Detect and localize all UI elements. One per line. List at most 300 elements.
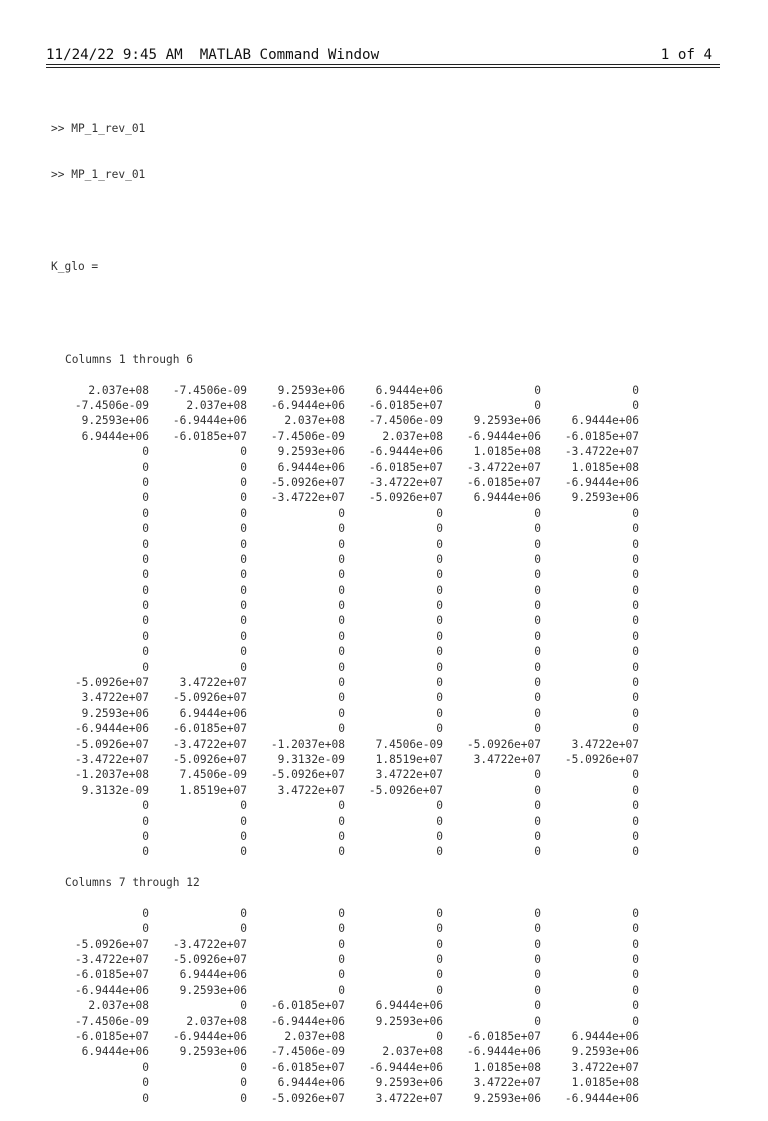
matrix-cell: 0	[338, 583, 345, 597]
matrix-cell: 0	[632, 1014, 639, 1028]
matrix-cell: 0	[338, 506, 345, 520]
matrix-row	[51, 906, 639, 921]
matrix-cell: -5.0926e+07	[270, 1091, 345, 1105]
matrix-cell: 0	[142, 445, 149, 459]
matrix-cell: 0	[338, 922, 345, 936]
blank-line	[51, 860, 639, 875]
matrix-row	[51, 644, 639, 659]
command-output	[51, 90, 639, 1121]
header-rule-secondary	[46, 67, 720, 68]
matrix-cell: -1.2037e+08	[74, 768, 149, 782]
matrix-cell: 0	[534, 645, 541, 659]
matrix-cell: -5.0926e+07	[270, 475, 345, 489]
matrix-cell: 0	[338, 722, 345, 736]
matrix-cell: 0	[142, 645, 149, 659]
page-number: 1 of 4	[660, 47, 712, 63]
matrix-cell: 0	[436, 552, 443, 566]
matrix-cell: 9.2593e+06	[571, 1045, 639, 1059]
matrix-row	[51, 937, 639, 952]
matrix-cell: 0	[240, 1076, 247, 1090]
matrix-cell: 6.9444e+06	[571, 414, 639, 428]
matrix-blocks	[51, 352, 639, 1106]
matrix-cell: 0	[436, 953, 443, 967]
matrix-cell: -6.0185e+07	[368, 460, 443, 474]
matrix-cell: 9.2593e+06	[179, 1045, 247, 1059]
matrix-cell: 0	[240, 522, 247, 536]
matrix-cell: 3.4722e+07	[473, 1076, 541, 1090]
matrix-cell: -6.0185e+07	[270, 1060, 345, 1074]
matrix-cell: 0	[632, 506, 639, 520]
matrix-cell: 0	[240, 629, 247, 643]
matrix-cell: 0	[632, 829, 639, 843]
matrix-cell: -6.0185e+07	[564, 429, 639, 443]
matrix-cell: 7.4506e-09	[179, 768, 247, 782]
matrix-cell: 0	[338, 829, 345, 843]
matrix-cell: 0	[338, 676, 345, 690]
matrix-cell: 0	[240, 583, 247, 597]
matrix-cell: 0	[632, 660, 639, 674]
matrix-cell: 0	[632, 953, 639, 967]
matrix-cell: 0	[338, 953, 345, 967]
matrix-cell: 0	[534, 814, 541, 828]
matrix-cell: 0	[338, 691, 345, 705]
matrix-cell: 0	[534, 583, 541, 597]
matrix-cell: 0	[632, 983, 639, 997]
matrix-cell: 0	[534, 845, 541, 859]
matrix-cell: 6.9444e+06	[571, 1030, 639, 1044]
matrix-cell: 0	[632, 383, 639, 397]
matrix-cell: 0	[534, 399, 541, 412]
matrix-cell: 0	[632, 676, 639, 690]
matrix-cell: 0	[534, 968, 541, 982]
matrix-cell: 0	[534, 552, 541, 566]
matrix-cell: -6.9444e+06	[270, 1014, 345, 1028]
matrix-row	[51, 429, 639, 444]
matrix-cell: 9.3132e-09	[277, 752, 345, 766]
matrix-cell: 0	[436, 722, 443, 736]
matrix-cell: 0	[436, 799, 443, 813]
matrix-cell: 0	[142, 1060, 149, 1074]
matrix-cell: -3.4722e+07	[466, 460, 541, 474]
matrix-cell: 0	[338, 814, 345, 828]
matrix-cell: 0	[240, 1060, 247, 1074]
matrix-cell: 3.4722e+07	[571, 737, 639, 751]
matrix-cell: 0	[534, 599, 541, 613]
matrix-cell: 0	[436, 660, 443, 674]
command-line: >> MP_1_rev_01	[51, 121, 146, 135]
matrix-cell: 0	[240, 999, 247, 1013]
columns-heading: Columns 1 through 6	[65, 352, 193, 366]
matrix-cell: 1.0185e+08	[571, 1076, 639, 1090]
matrix-cell: 0	[436, 645, 443, 659]
matrix-cell: 0	[142, 491, 149, 505]
matrix-cell: 0	[534, 506, 541, 520]
matrix-cell: 0	[240, 552, 247, 566]
matrix-cell: 0	[534, 783, 541, 797]
matrix-cell: -5.0926e+07	[172, 752, 247, 766]
window-title: MATLAB Command Window	[199, 47, 380, 63]
matrix-cell: -6.9444e+06	[466, 1045, 541, 1059]
matrix-cell: -7.4506e-09	[74, 399, 149, 412]
matrix-row	[51, 1091, 639, 1106]
header-left	[46, 46, 379, 64]
print-datetime: 11/24/22 9:45 AM	[46, 47, 183, 63]
matrix-row	[51, 490, 639, 505]
matrix-cell: 0	[436, 568, 443, 582]
matrix-cell: 0	[338, 845, 345, 859]
matrix-cell: 0	[240, 475, 247, 489]
matrix-cell: -6.9444e+06	[564, 1091, 639, 1105]
matrix-cell: 0	[240, 814, 247, 828]
matrix-cell: 0	[338, 614, 345, 628]
matrix-cell: 3.4722e+07	[81, 691, 149, 705]
matrix-row	[51, 398, 639, 413]
matrix-cell: 0	[534, 629, 541, 643]
matrix-cell: 0	[240, 568, 247, 582]
matrix-cell: 0	[534, 906, 541, 920]
matrix-cell: 0	[436, 968, 443, 982]
matrix-cell: 0	[632, 922, 639, 936]
matrix-cell: 0	[142, 475, 149, 489]
matrix-row	[51, 1044, 639, 1059]
matrix-row	[51, 537, 639, 552]
matrix-cell: -5.0926e+07	[270, 768, 345, 782]
matrix-cell: 0	[142, 537, 149, 551]
matrix-cell: 0	[142, 522, 149, 536]
matrix-cell: 9.2593e+06	[375, 1014, 443, 1028]
matrix-cell: 6.9444e+06	[375, 383, 443, 397]
matrix-row	[51, 1014, 639, 1029]
matrix-cell: 0	[338, 599, 345, 613]
matrix-cell: 0	[240, 829, 247, 843]
matrix-cell: 0	[632, 906, 639, 920]
matrix-cell: 9.2593e+06	[473, 1091, 541, 1105]
matrix-cell: 0	[240, 922, 247, 936]
matrix-cell: -6.9444e+06	[368, 445, 443, 459]
matrix-cell: 2.037e+08	[186, 1014, 247, 1028]
matrix-cell: 0	[142, 660, 149, 674]
matrix-cell: 2.037e+08	[284, 1030, 345, 1044]
matrix-cell: -5.0926e+07	[564, 752, 639, 766]
matrix-row	[51, 921, 639, 936]
matrix-cell: 0	[436, 537, 443, 551]
matrix-cell: -1.2037e+08	[270, 737, 345, 751]
matrix-cell: 0	[534, 799, 541, 813]
columns-heading: Columns 7 through 12	[65, 876, 200, 890]
matrix-cell: -6.9444e+06	[172, 414, 247, 428]
matrix-cell: 6.9444e+06	[277, 1076, 345, 1090]
matrix-cell: -6.0185e+07	[466, 1030, 541, 1044]
matrix-cell: -3.4722e+07	[74, 953, 149, 967]
matrix-cell: 0	[338, 629, 345, 643]
variable-label: K_glo =	[51, 260, 99, 274]
matrix-cell: 2.037e+08	[88, 999, 149, 1013]
matrix-cell: 0	[142, 1091, 149, 1105]
blank-line	[51, 891, 639, 906]
matrix-cell: 9.2593e+06	[277, 383, 345, 397]
matrix-cell: 0	[142, 845, 149, 859]
matrix-cell: 6.9444e+06	[473, 491, 541, 505]
matrix-cell: 0	[240, 799, 247, 813]
matrix-cell: 0	[436, 583, 443, 597]
matrix-cell: 9.2593e+06	[81, 706, 149, 720]
matrix-cell: -6.0185e+07	[74, 968, 149, 982]
matrix-cell: -6.0185e+07	[172, 722, 247, 736]
matrix-cell: 6.9444e+06	[81, 1045, 149, 1059]
matrix-cell: -6.9444e+06	[368, 1060, 443, 1074]
matrix-row	[51, 583, 639, 598]
matrix-row	[51, 983, 639, 998]
matrix-cell: -6.9444e+06	[466, 429, 541, 443]
matrix-cell: 0	[240, 506, 247, 520]
matrix-row	[51, 752, 639, 767]
matrix-cell: 0	[632, 768, 639, 782]
matrix-cell: 0	[632, 399, 639, 412]
matrix-cell: 0	[632, 614, 639, 628]
matrix-cell: 0	[240, 660, 247, 674]
matrix-cell: 0	[338, 537, 345, 551]
matrix-cell: 0	[240, 537, 247, 551]
matrix-row	[51, 967, 639, 982]
blank-line	[51, 213, 639, 228]
matrix-row	[51, 460, 639, 475]
matrix-cell: -5.0926e+07	[368, 491, 443, 505]
command-line: >> MP_1_rev_01	[51, 168, 146, 182]
matrix-row	[51, 1029, 639, 1044]
matrix-cell: 6.9444e+06	[179, 706, 247, 720]
matrix-cell: -7.4506e-09	[172, 383, 247, 397]
matrix-cell: -6.9444e+06	[172, 1030, 247, 1044]
matrix-cell: -7.4506e-09	[368, 414, 443, 428]
matrix-row	[51, 952, 639, 967]
matrix-cell: -3.4722e+07	[270, 491, 345, 505]
matrix-cell: 3.4722e+07	[473, 752, 541, 766]
matrix-cell: 0	[142, 506, 149, 520]
matrix-cell: 0	[436, 922, 443, 936]
matrix-cell: 0	[534, 614, 541, 628]
matrix-cell: 0	[534, 829, 541, 843]
matrix-cell: 0	[632, 799, 639, 813]
blank-line	[51, 306, 639, 321]
matrix-cell: 0	[632, 583, 639, 597]
matrix-cell: -6.9444e+06	[74, 983, 149, 997]
matrix-cell: 6.9444e+06	[179, 968, 247, 982]
matrix-cell: 0	[632, 783, 639, 797]
matrix-cell: 0	[240, 1091, 247, 1105]
matrix-cell: 0	[632, 691, 639, 705]
matrix-cell: -5.0926e+07	[74, 937, 149, 951]
matrix-row	[51, 798, 639, 813]
matrix-row	[51, 506, 639, 521]
matrix-cell: -6.9444e+06	[564, 475, 639, 489]
matrix-cell: 0	[632, 937, 639, 951]
matrix-cell: -5.0926e+07	[74, 737, 149, 751]
matrix-cell: 0	[632, 522, 639, 536]
matrix-cell: 9.2593e+06	[179, 983, 247, 997]
matrix-cell: 9.2593e+06	[571, 491, 639, 505]
matrix-cell: 0	[632, 722, 639, 736]
matrix-cell: 0	[142, 906, 149, 920]
matrix-cell: 0	[338, 706, 345, 720]
matrix-cell: 9.2593e+06	[473, 414, 541, 428]
matrix-cell: 0	[534, 660, 541, 674]
matrix-cell: 0	[632, 629, 639, 643]
matrix-cell: 9.3132e-09	[81, 783, 149, 797]
matrix-cell: 0	[534, 768, 541, 782]
matrix-cell: -3.4722e+07	[74, 752, 149, 766]
matrix-cell: 0	[142, 599, 149, 613]
blank-line	[51, 367, 639, 382]
matrix-cell: 9.2593e+06	[375, 1076, 443, 1090]
matrix-row	[51, 1075, 639, 1090]
matrix-row	[51, 721, 639, 736]
matrix-cell: 6.9444e+06	[277, 460, 345, 474]
matrix-cell: 0	[338, 568, 345, 582]
matrix-cell: 2.037e+08	[382, 429, 443, 443]
matrix-row	[51, 383, 639, 398]
matrix-cell: 0	[436, 845, 443, 859]
matrix-cell: 2.037e+08	[88, 383, 149, 397]
matrix-cell: -6.9444e+06	[74, 722, 149, 736]
matrix-cell: 0	[534, 537, 541, 551]
matrix-cell: 0	[142, 460, 149, 474]
matrix-cell: -6.0185e+07	[466, 475, 541, 489]
matrix-cell: 0	[240, 445, 247, 459]
matrix-cell: 0	[534, 691, 541, 705]
matrix-cell: 0	[338, 983, 345, 997]
matrix-cell: 6.9444e+06	[81, 429, 149, 443]
matrix-cell: 0	[436, 506, 443, 520]
matrix-cell: 0	[632, 999, 639, 1013]
matrix-cell: 3.4722e+07	[375, 768, 443, 782]
matrix-row	[51, 521, 639, 536]
matrix-cell: 9.2593e+06	[81, 414, 149, 428]
matrix-cell: 0	[240, 906, 247, 920]
matrix-cell: 3.4722e+07	[571, 1060, 639, 1074]
matrix-row	[51, 767, 639, 782]
matrix-cell: 0	[142, 1076, 149, 1090]
matrix-cell: 0	[240, 491, 247, 505]
matrix-cell: 0	[436, 937, 443, 951]
matrix-cell: 3.4722e+07	[277, 783, 345, 797]
matrix-cell: 0	[632, 568, 639, 582]
matrix-cell: 0	[632, 845, 639, 859]
matrix-cell: -6.0185e+07	[270, 999, 345, 1013]
matrix-cell: -3.4722e+07	[564, 445, 639, 459]
matrix-cell: -6.0185e+07	[74, 1030, 149, 1044]
matrix-row	[51, 675, 639, 690]
matrix-row	[51, 660, 639, 675]
matrix-cell: 0	[632, 599, 639, 613]
matrix-cell: 0	[436, 691, 443, 705]
matrix-row	[51, 690, 639, 705]
matrix-cell: 0	[240, 599, 247, 613]
matrix-cell: -3.4722e+07	[172, 737, 247, 751]
matrix-cell: 0	[240, 460, 247, 474]
matrix-cell: 0	[534, 676, 541, 690]
matrix-cell: 1.8519e+07	[179, 783, 247, 797]
matrix-cell: 0	[240, 645, 247, 659]
matrix-cell: 0	[142, 568, 149, 582]
matrix-cell: 3.4722e+07	[375, 1091, 443, 1105]
matrix-row	[51, 567, 639, 582]
matrix-cell: -5.0926e+07	[466, 737, 541, 751]
matrix-row	[51, 475, 639, 490]
matrix-cell: 0	[534, 922, 541, 936]
matrix-cell: 0	[534, 383, 541, 397]
matrix-cell: -6.0185e+07	[368, 399, 443, 412]
matrix-cell: 0	[436, 906, 443, 920]
matrix-cell: 0	[436, 829, 443, 843]
matrix-cell: 0	[436, 983, 443, 997]
matrix-row	[51, 844, 639, 859]
matrix-cell: 0	[436, 814, 443, 828]
matrix-row	[51, 444, 639, 459]
matrix-cell: 0	[142, 799, 149, 813]
matrix-cell: 0	[436, 1030, 443, 1044]
matrix-cell: 0	[436, 614, 443, 628]
matrix-cell: 0	[436, 706, 443, 720]
matrix-cell: 0	[142, 829, 149, 843]
matrix-cell: -5.0926e+07	[172, 953, 247, 967]
matrix-cell: -6.9444e+06	[270, 399, 345, 412]
matrix-cell: 0	[338, 799, 345, 813]
matrix-cell: -5.0926e+07	[74, 676, 149, 690]
matrix-row	[51, 613, 639, 628]
matrix-row	[51, 814, 639, 829]
matrix-cell: 0	[534, 522, 541, 536]
matrix-cell: 0	[142, 922, 149, 936]
matrix-cell: 0	[534, 568, 541, 582]
matrix-cell: 9.2593e+06	[277, 445, 345, 459]
matrix-cell: 0	[338, 522, 345, 536]
matrix-cell: 0	[632, 706, 639, 720]
matrix-cell: 2.037e+08	[382, 1045, 443, 1059]
matrix-cell: 7.4506e-09	[375, 737, 443, 751]
matrix-row	[51, 413, 639, 428]
matrix-cell: 0	[338, 660, 345, 674]
matrix-cell: 1.0185e+08	[473, 445, 541, 459]
matrix-row	[51, 552, 639, 567]
matrix-row	[51, 829, 639, 844]
matrix-cell: 0	[338, 552, 345, 566]
matrix-row	[51, 737, 639, 752]
matrix-cell: 0	[436, 522, 443, 536]
matrix-cell: 0	[142, 814, 149, 828]
matrix-cell: 1.0185e+08	[473, 1060, 541, 1074]
matrix-cell: 1.0185e+08	[571, 460, 639, 474]
matrix-cell: 0	[632, 645, 639, 659]
matrix-cell: 0	[534, 999, 541, 1013]
matrix-cell: 0	[142, 583, 149, 597]
matrix-row	[51, 598, 639, 613]
matrix-cell: 0	[436, 599, 443, 613]
matrix-cell: -5.0926e+07	[368, 783, 443, 797]
matrix-cell: 0	[534, 953, 541, 967]
matrix-cell: 0	[534, 937, 541, 951]
matrix-cell: 0	[338, 906, 345, 920]
matrix-cell: -3.4722e+07	[172, 937, 247, 951]
matrix-cell: -6.0185e+07	[172, 429, 247, 443]
matrix-cell: -7.4506e-09	[270, 1045, 345, 1059]
matrix-cell: 0	[436, 676, 443, 690]
matrix-cell: 0	[534, 722, 541, 736]
matrix-cell: 0	[436, 629, 443, 643]
matrix-cell: 3.4722e+07	[179, 676, 247, 690]
matrix-cell: 0	[142, 629, 149, 643]
matrix-cell: 0	[142, 614, 149, 628]
matrix-row	[51, 706, 639, 721]
